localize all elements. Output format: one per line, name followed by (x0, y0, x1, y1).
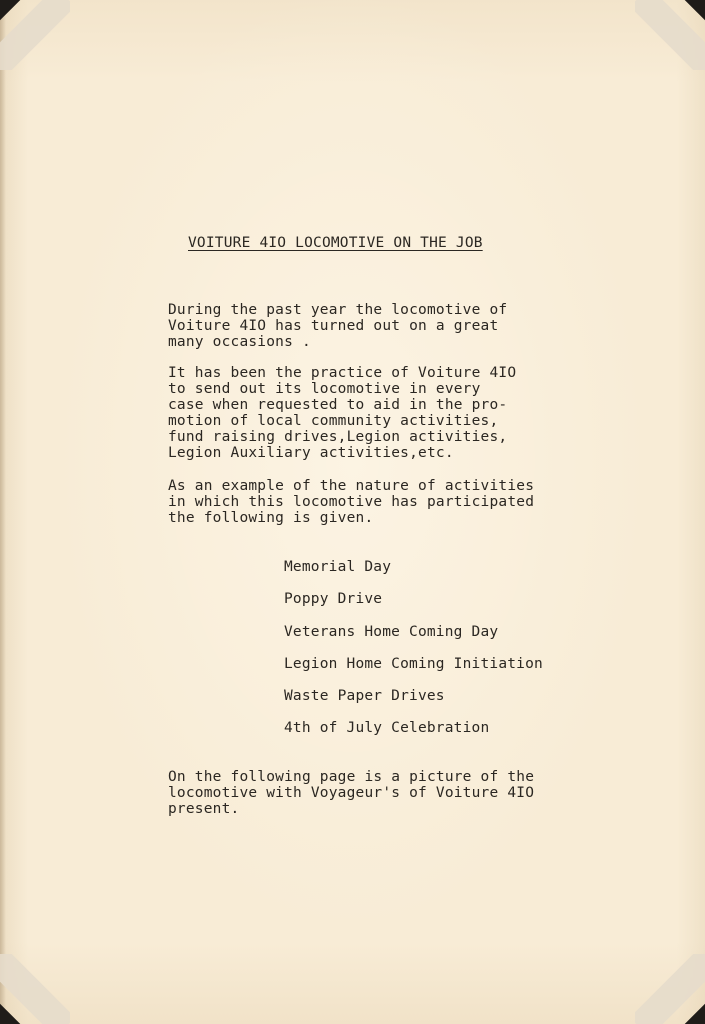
document-title: VOITURE 4IO LOCOMOTIVE ON THE JOB (188, 235, 483, 251)
list-item: Veterans Home Coming Day (284, 623, 499, 640)
list-item: Legion Home Coming Initiation (284, 655, 543, 672)
photo-corner-bottom-left (0, 954, 70, 1024)
list-item: Memorial Day (284, 559, 392, 575)
list-item: Waste Paper Drives (284, 688, 445, 705)
photo-corner-bottom-right (635, 954, 705, 1024)
paragraph-example: As an example of the nature of activities in which this locomotive has participated the following is given. (168, 478, 535, 526)
list-item: Poppy Drive (284, 591, 383, 608)
activity-list (284, 558, 543, 752)
page-edge-shadow (0, 0, 6, 1024)
paragraph-intro: During the past year the locomotive of Voiture 4IO has turned out on a great many occasions . (168, 302, 508, 350)
paragraph-practice: It has been the practice of Voiture 4IO to send out its locomotive in every case when requested to aid in the pro- motion of local community activities, fund raising drives,Legion activities, Legion Auxiliary activities,etc. (168, 365, 517, 461)
photo-corner-top-right (635, 0, 705, 70)
photo-corner-top-left (0, 0, 70, 70)
list-item: 4th of July Celebration (284, 720, 490, 737)
paragraph-closing: On the following page is a picture of the locomotive with Voyageur's of Voiture 4IO present. (168, 769, 535, 817)
